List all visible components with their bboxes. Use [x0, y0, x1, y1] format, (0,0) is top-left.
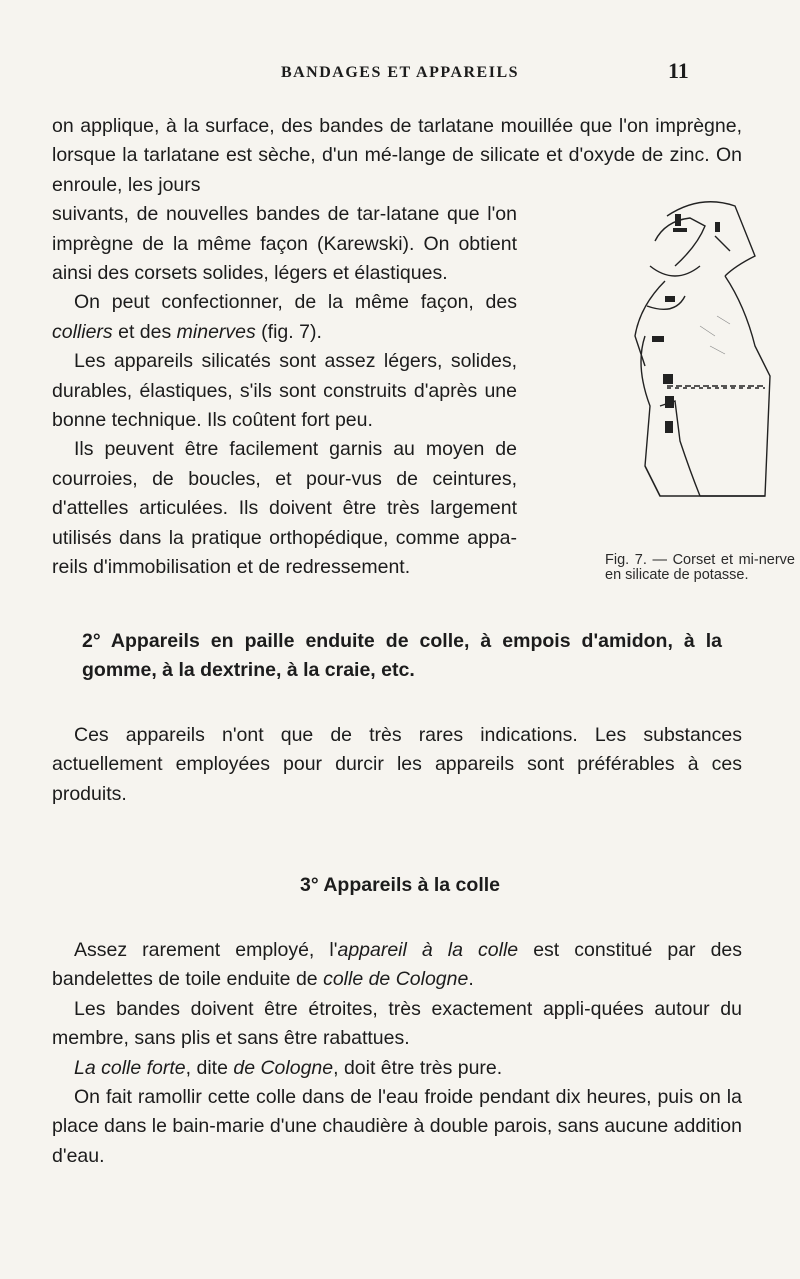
figure-caption: Fig. 7. — Corset et mi-nerve en silicate de potasse. — [605, 552, 795, 583]
s3-p3-a: , dite — [185, 1056, 234, 1079]
figure-7 — [605, 196, 795, 636]
p2-em-minerves: minerves — [176, 320, 256, 343]
paragraph-1-narrow: suivants, de nouvelles bandes de tar-latane que l'on imprègne de la même façon (Karewski). On obtient ainsi des corsets solides, légers et élastiques. — [52, 203, 517, 285]
section-2-title: 2° Appareils en paille enduite de colle, à empois d'amidon, à la gomme, à la dextrine, à la craie, etc. — [82, 630, 722, 682]
s3-p1-c: . — [468, 968, 474, 991]
section-3-title-block — [0, 871, 800, 900]
section-3-paragraph-4: On fait ramollir cette colle dans de l'eau froide pendant dix heures, puis on la place dans le bain-marie d'une chaudière à double parois, sans aucune addition d'eau. — [52, 1086, 742, 1167]
corset-illustration — [605, 196, 795, 546]
s3-p1-a: Assez rarement employé, l' — [74, 939, 338, 961]
page-header — [0, 58, 800, 98]
paragraph-3: Les appareils silicatés sont assez légers, solides, durables, élastiques, s'ils sont construits d'après une bonne technique. Ils coûtent fort peu. — [52, 350, 517, 432]
paragraph-4: Ils peuvent être facilement garnis au moyen de courroies, de boucles, et pour-vus de ceintures, d'attelles articulées. Ils doivent être très largement utilisés dans la pratique orthopédique, comme appa-reils d'immobilisation et de redressement. — [52, 438, 517, 579]
section-2-paragraph: Ces appareils n'ont que de très rares indications. Les substances actuellement employées pour durcir les appareils sont préférables à ces produits. — [52, 724, 742, 805]
main-text — [52, 112, 795, 583]
s3-p1-b: est constitué par des bandelettes de toile enduite de — [52, 939, 743, 991]
p2-text-b: et des — [112, 320, 177, 343]
page-number: 11 — [668, 58, 689, 83]
s3-p3-em-colle-forte: La colle forte — [74, 1056, 186, 1079]
section-2-title-block — [82, 627, 722, 686]
running-title: BANDAGES ET APPAREILS — [280, 64, 520, 81]
section-3-title: 3° Appareils à la colle — [300, 874, 500, 896]
section-3-body — [52, 936, 742, 1171]
section-3-paragraph-1 — [52, 936, 742, 995]
paragraph-1-full: on applique, à la surface, des bandes de tarlatane mouillée que l'on imprègne, lorsque la tarlatane est sèche, d'un mé-lange de silicate et d'oxyde de zinc. On enroule, les jours — [52, 115, 742, 196]
s3-p3-b: , doit être très pure. — [333, 1056, 503, 1079]
section-3-paragraph-2: Les bandes doivent être étroites, très exactement appli-quées autour du membre, sans plis et sans être rabattues. — [52, 997, 742, 1050]
section-2-body — [52, 721, 742, 809]
paragraph-2 — [52, 288, 517, 347]
s3-p3-em-cologne: de Cologne — [233, 1056, 334, 1079]
s3-p1-em-colle: colle de Cologne — [323, 968, 469, 991]
section-3-paragraph-3 — [52, 1054, 742, 1083]
p2-em-colliers: colliers — [52, 320, 113, 343]
s3-p1-em-appareil: appareil à la colle — [337, 939, 519, 961]
p2-text-c: (fig. 7). — [255, 320, 322, 343]
p2-text-a: On peut confectionner, de la même façon, des — [74, 291, 517, 314]
